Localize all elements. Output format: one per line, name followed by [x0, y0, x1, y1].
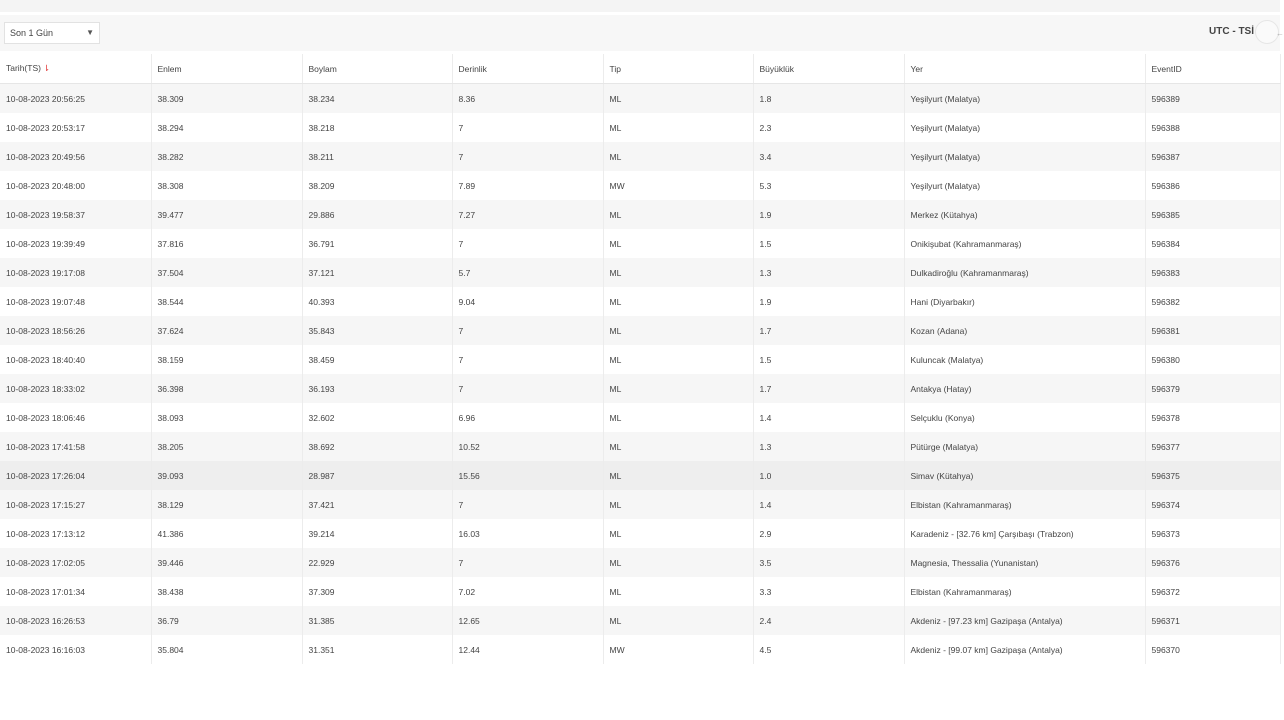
- cell-latitude: 36.79: [151, 606, 302, 635]
- cell-location: Dulkadiroğlu (Kahramanmaraş): [904, 258, 1145, 287]
- cell-latitude: 39.446: [151, 548, 302, 577]
- cell-latitude: 37.816: [151, 229, 302, 258]
- cell-depth: 7: [452, 345, 603, 374]
- cell-eventid: 596373: [1145, 519, 1280, 548]
- table-row[interactable]: [0, 142, 1280, 171]
- cell-latitude: 36.398: [151, 374, 302, 403]
- table-row[interactable]: [0, 316, 1280, 345]
- cell-magnitude: 1.5: [753, 345, 904, 374]
- cell-type: ML: [603, 577, 753, 606]
- cell-eventid: 596376: [1145, 548, 1280, 577]
- cell-depth: 12.44: [452, 635, 603, 664]
- cell-depth: 5.7: [452, 258, 603, 287]
- table-row[interactable]: [0, 374, 1280, 403]
- period-select-value: Son 1 Gün: [10, 28, 54, 38]
- cell-latitude: 38.282: [151, 142, 302, 171]
- cell-longitude: 37.121: [302, 258, 452, 287]
- cell-date: 10-08-2023 16:26:53: [0, 606, 151, 635]
- table-row[interactable]: [0, 432, 1280, 461]
- table-row[interactable]: [0, 577, 1280, 606]
- cell-magnitude: 1.9: [753, 287, 904, 316]
- cell-longitude: 28.987: [302, 461, 452, 490]
- table-row[interactable]: [0, 461, 1280, 490]
- cell-date: 10-08-2023 20:53:17: [0, 113, 151, 142]
- cell-type: ML: [603, 200, 753, 229]
- cell-eventid: 596380: [1145, 345, 1280, 374]
- cell-type: ML: [603, 403, 753, 432]
- timezone-label: UTC - TSİ: [1209, 26, 1254, 37]
- table-row[interactable]: [0, 171, 1280, 200]
- cell-type: ML: [603, 461, 753, 490]
- toggle-arrow-icon: ←: [1276, 29, 1284, 38]
- cell-location: Pütürge (Malatya): [904, 432, 1145, 461]
- cell-type: ML: [603, 345, 753, 374]
- cell-longitude: 22.929: [302, 548, 452, 577]
- cell-date: 10-08-2023 17:41:58: [0, 432, 151, 461]
- table-row[interactable]: [0, 258, 1280, 287]
- cell-date: 10-08-2023 17:26:04: [0, 461, 151, 490]
- cell-depth: 10.52: [452, 432, 603, 461]
- cell-depth: 9.04: [452, 287, 603, 316]
- cell-latitude: 38.294: [151, 113, 302, 142]
- cell-date: 10-08-2023 19:17:08: [0, 258, 151, 287]
- cell-type: ML: [603, 519, 753, 548]
- cell-date: 10-08-2023 19:07:48: [0, 287, 151, 316]
- table-row[interactable]: [0, 113, 1280, 142]
- cell-magnitude: 1.7: [753, 316, 904, 345]
- cell-longitude: 37.421: [302, 490, 452, 519]
- column-header-depth[interactable]: Derinlik: [452, 54, 603, 84]
- cell-depth: 7: [452, 229, 603, 258]
- top-band: [0, 0, 1280, 12]
- cell-type: ML: [603, 229, 753, 258]
- cell-eventid: 596389: [1145, 84, 1280, 114]
- cell-longitude: 39.214: [302, 519, 452, 548]
- cell-longitude: 38.218: [302, 113, 452, 142]
- cell-type: ML: [603, 490, 753, 519]
- cell-eventid: 596371: [1145, 606, 1280, 635]
- cell-latitude: 39.093: [151, 461, 302, 490]
- column-header-latitude[interactable]: Enlem: [151, 54, 302, 84]
- cell-latitude: 38.129: [151, 490, 302, 519]
- sort-icon[interactable]: ⇂: [42, 63, 51, 73]
- cell-latitude: 35.804: [151, 635, 302, 664]
- cell-magnitude: 3.3: [753, 577, 904, 606]
- cell-location: Elbistan (Kahramanmaraş): [904, 577, 1145, 606]
- table-row[interactable]: [0, 490, 1280, 519]
- cell-location: Antakya (Hatay): [904, 374, 1145, 403]
- cell-latitude: 37.624: [151, 316, 302, 345]
- cell-eventid: 596386: [1145, 171, 1280, 200]
- cell-depth: 7: [452, 113, 603, 142]
- cell-magnitude: 1.7: [753, 374, 904, 403]
- chevron-down-icon: ▼: [86, 28, 94, 37]
- cell-date: 10-08-2023 16:16:03: [0, 635, 151, 664]
- cell-longitude: 38.459: [302, 345, 452, 374]
- cell-depth: 7.27: [452, 200, 603, 229]
- cell-location: Onikişubat (Kahramanmaraş): [904, 229, 1145, 258]
- cell-location: Merkez (Kütahya): [904, 200, 1145, 229]
- cell-eventid: 596375: [1145, 461, 1280, 490]
- cell-longitude: 29.886: [302, 200, 452, 229]
- cell-eventid: 596378: [1145, 403, 1280, 432]
- cell-latitude: 38.309: [151, 84, 302, 114]
- cell-latitude: 38.438: [151, 577, 302, 606]
- cell-magnitude: 1.8: [753, 84, 904, 114]
- cell-type: ML: [603, 84, 753, 114]
- cell-type: ML: [603, 432, 753, 461]
- column-header-magnitude[interactable]: Büyüklük: [753, 54, 904, 84]
- cell-type: MW: [603, 635, 753, 664]
- cell-longitude: 31.385: [302, 606, 452, 635]
- cell-depth: 16.03: [452, 519, 603, 548]
- cell-type: ML: [603, 548, 753, 577]
- cell-type: ML: [603, 113, 753, 142]
- cell-magnitude: 1.4: [753, 403, 904, 432]
- cell-magnitude: 1.4: [753, 490, 904, 519]
- cell-longitude: 31.351: [302, 635, 452, 664]
- cell-depth: 7: [452, 374, 603, 403]
- cell-latitude: 38.093: [151, 403, 302, 432]
- cell-depth: 7: [452, 316, 603, 345]
- table-row[interactable]: [0, 548, 1280, 577]
- cell-latitude: 37.504: [151, 258, 302, 287]
- cell-date: 10-08-2023 17:02:05: [0, 548, 151, 577]
- cell-type: ML: [603, 374, 753, 403]
- cell-date: 10-08-2023 17:01:34: [0, 577, 151, 606]
- cell-longitude: 36.193: [302, 374, 452, 403]
- cell-longitude: 38.234: [302, 84, 452, 114]
- cell-magnitude: 3.4: [753, 142, 904, 171]
- cell-type: ML: [603, 287, 753, 316]
- cell-eventid: 596370: [1145, 635, 1280, 664]
- cell-date: 10-08-2023 20:56:25: [0, 84, 151, 114]
- cell-magnitude: 4.5: [753, 635, 904, 664]
- cell-magnitude: 1.3: [753, 258, 904, 287]
- cell-eventid: 596387: [1145, 142, 1280, 171]
- cell-eventid: 596388: [1145, 113, 1280, 142]
- cell-location: Karadeniz - [32.76 km] Çarşıbaşı (Trabzon): [904, 519, 1145, 548]
- table-row[interactable]: [0, 84, 1280, 114]
- cell-magnitude: 1.5: [753, 229, 904, 258]
- cell-latitude: 38.308: [151, 171, 302, 200]
- table-row[interactable]: [0, 229, 1280, 258]
- cell-date: 10-08-2023 20:49:56: [0, 142, 151, 171]
- cell-date: 10-08-2023 17:15:27: [0, 490, 151, 519]
- cell-date: 10-08-2023 18:56:26: [0, 316, 151, 345]
- cell-eventid: 596372: [1145, 577, 1280, 606]
- cell-date: 10-08-2023 19:39:49: [0, 229, 151, 258]
- cell-type: ML: [603, 606, 753, 635]
- cell-date: 10-08-2023 19:58:37: [0, 200, 151, 229]
- table-row[interactable]: [0, 403, 1280, 432]
- cell-magnitude: 1.0: [753, 461, 904, 490]
- cell-eventid: 596379: [1145, 374, 1280, 403]
- table-row[interactable]: [0, 606, 1280, 635]
- cell-latitude: 41.386: [151, 519, 302, 548]
- cell-longitude: 36.791: [302, 229, 452, 258]
- table-row[interactable]: [0, 519, 1280, 548]
- cell-latitude: 38.159: [151, 345, 302, 374]
- cell-depth: 12.65: [452, 606, 603, 635]
- cell-date: 10-08-2023 20:48:00: [0, 171, 151, 200]
- cell-location: Kozan (Adana): [904, 316, 1145, 345]
- toolbar: [0, 15, 1280, 51]
- cell-longitude: 40.393: [302, 287, 452, 316]
- cell-longitude: 35.843: [302, 316, 452, 345]
- table-header-row: [0, 54, 1280, 84]
- cell-location: Yeşilyurt (Malatya): [904, 113, 1145, 142]
- cell-depth: 7: [452, 490, 603, 519]
- cell-eventid: 596374: [1145, 490, 1280, 519]
- cell-type: ML: [603, 142, 753, 171]
- cell-depth: 8.36: [452, 84, 603, 114]
- cell-longitude: 38.209: [302, 171, 452, 200]
- cell-magnitude: 1.9: [753, 200, 904, 229]
- cell-eventid: 596382: [1145, 287, 1280, 316]
- cell-magnitude: 5.3: [753, 171, 904, 200]
- cell-magnitude: 2.9: [753, 519, 904, 548]
- cell-location: Kuluncak (Malatya): [904, 345, 1145, 374]
- cell-depth: 7.02: [452, 577, 603, 606]
- column-header-type[interactable]: Tip: [603, 54, 753, 84]
- cell-location: Simav (Kütahya): [904, 461, 1145, 490]
- cell-eventid: 596377: [1145, 432, 1280, 461]
- table-row[interactable]: [0, 200, 1280, 229]
- cell-magnitude: 1.3: [753, 432, 904, 461]
- earthquake-table: [0, 54, 1281, 664]
- cell-depth: 15.56: [452, 461, 603, 490]
- cell-location: Hani (Diyarbakır): [904, 287, 1145, 316]
- table-row[interactable]: [0, 287, 1280, 316]
- cell-date: 10-08-2023 17:13:12: [0, 519, 151, 548]
- cell-longitude: 38.692: [302, 432, 452, 461]
- column-header-location[interactable]: Yer: [904, 54, 1145, 84]
- cell-depth: 7: [452, 142, 603, 171]
- cell-latitude: 38.544: [151, 287, 302, 316]
- cell-depth: 7: [452, 548, 603, 577]
- cell-latitude: 39.477: [151, 200, 302, 229]
- cell-depth: 7.89: [452, 171, 603, 200]
- cell-location: Akdeniz - [99.07 km] Gazipaşa (Antalya): [904, 635, 1145, 664]
- cell-eventid: 596384: [1145, 229, 1280, 258]
- cell-location: Selçuklu (Konya): [904, 403, 1145, 432]
- cell-magnitude: 3.5: [753, 548, 904, 577]
- cell-date: 10-08-2023 18:33:02: [0, 374, 151, 403]
- cell-location: Yeşilyurt (Malatya): [904, 142, 1145, 171]
- cell-eventid: 596383: [1145, 258, 1280, 287]
- cell-eventid: 596381: [1145, 316, 1280, 345]
- cell-magnitude: 2.3: [753, 113, 904, 142]
- table-row[interactable]: [0, 635, 1280, 664]
- cell-date: 10-08-2023 18:06:46: [0, 403, 151, 432]
- column-header-eventid[interactable]: EventID: [1145, 54, 1280, 84]
- cell-eventid: 596385: [1145, 200, 1280, 229]
- cell-longitude: 37.309: [302, 577, 452, 606]
- cell-type: ML: [603, 316, 753, 345]
- cell-location: Yeşilyurt (Malatya): [904, 171, 1145, 200]
- cell-location: Akdeniz - [97.23 km] Gazipaşa (Antalya): [904, 606, 1145, 635]
- cell-date: 10-08-2023 18:40:40: [0, 345, 151, 374]
- cell-type: ML: [603, 258, 753, 287]
- column-header-longitude[interactable]: Boylam: [302, 54, 452, 84]
- table-row[interactable]: [0, 345, 1280, 374]
- cell-longitude: 32.602: [302, 403, 452, 432]
- cell-depth: 6.96: [452, 403, 603, 432]
- cell-location: Yeşilyurt (Malatya): [904, 84, 1145, 114]
- cell-location: Elbistan (Kahramanmaraş): [904, 490, 1145, 519]
- period-select[interactable]: [4, 22, 100, 44]
- cell-location: Magnesia, Thessalia (Yunanistan): [904, 548, 1145, 577]
- column-header-date[interactable]: Tarih(TS) ⇂: [0, 54, 151, 84]
- cell-longitude: 38.211: [302, 142, 452, 171]
- cell-magnitude: 2.4: [753, 606, 904, 635]
- cell-latitude: 38.205: [151, 432, 302, 461]
- cell-type: MW: [603, 171, 753, 200]
